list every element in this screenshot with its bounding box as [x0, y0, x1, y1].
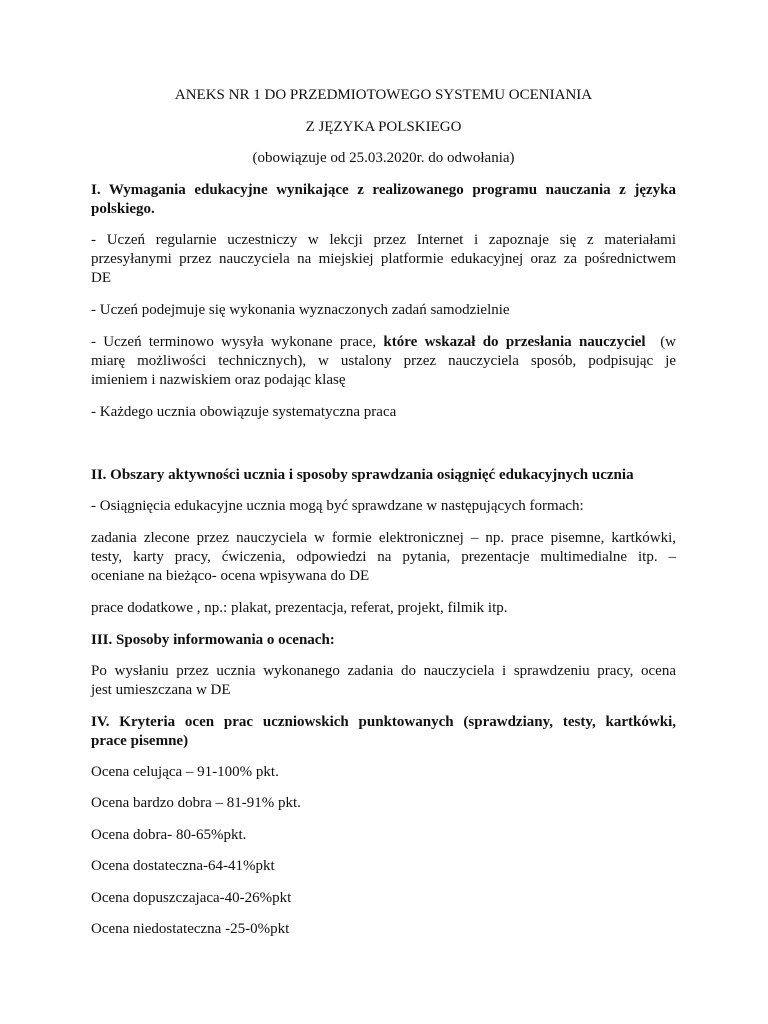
section-3-heading: III. Sposoby informowania o ocenach:	[91, 632, 335, 648]
paragraph-line: jest umieszczana w DE	[91, 682, 231, 698]
paragraph-bold-text: które wskazał do przesłania nauczyciel	[383, 334, 646, 350]
section-2-paragraph-1: - Osiągnięcia edukacyjne ucznia mogą być sprawdzane w następujących formach:	[91, 498, 584, 514]
grade-criterion: Ocena dopuszczajaca-40-26%pkt	[91, 890, 292, 906]
paragraph-line: przesyłanymi przez nauczyciela na miejskiej platformie edukacyjnej oraz za pośrednictwem	[91, 251, 676, 267]
grade-criterion: Ocena celująca – 91-100% pkt.	[91, 764, 279, 780]
document-title-line-2: Z JĘZYKA POLSKIEGO	[305, 119, 462, 135]
section-1-paragraph-2: - Uczeń podejmuje się wykonania wyznaczonych zadań samodzielnie	[91, 302, 510, 318]
section-1-paragraph-3	[91, 333, 676, 390]
section-2-paragraph-2	[91, 529, 676, 586]
section-4-heading-line-2: prace pisemne)	[91, 733, 189, 749]
paragraph-line: Po wysłaniu przez ucznia wykonanego zadania do nauczyciela i sprawdzeniu pracy, ocena	[91, 663, 676, 679]
section-2-paragraph-3: prace dodatkowe , np.: plakat, prezentacja, referat, projekt, filmik itp.	[91, 600, 508, 616]
section-1-heading	[91, 181, 676, 219]
section-2-heading: II. Obszary aktywności ucznia i sposoby sprawdzania osiągnięć edukacyjnych ucznia	[91, 467, 634, 483]
paragraph-line: imieniem i nazwiskiem oraz podając klasę	[91, 372, 346, 388]
grade-criterion: Ocena dobra- 80-65%pkt.	[91, 827, 247, 843]
section-1-paragraph-1	[91, 231, 676, 288]
grade-criterion: Ocena dostateczna-64-41%pkt	[91, 858, 275, 874]
paragraph-line: zadania zlecone przez nauczyciela w formie elektronicznej – np. prace pisemne, kartkówki,	[91, 530, 676, 546]
paragraph-line: oceniane na bieżąco- ocena wpisywana do DE	[91, 568, 370, 584]
paragraph-line	[91, 333, 676, 352]
section-4-heading-line-1: IV. Kryteria ocen prac uczniowskich punktowanych (sprawdziany, testy, kartkówki,	[91, 714, 676, 730]
section-1-heading-line-1: I. Wymagania edukacyjne wynikające z realizowanego programu nauczania z języka	[91, 182, 676, 198]
paragraph-line: - Uczeń regularnie uczestniczy w lekcji przez Internet i zapoznaje się z materiałami	[91, 232, 676, 248]
grade-criterion: Ocena bardzo dobra – 81-91% pkt.	[91, 795, 301, 811]
paragraph-text: (w	[660, 334, 677, 350]
section-4-heading	[91, 713, 676, 751]
section-1-paragraph-4: - Każdego ucznia obowiązuje systematyczna praca	[91, 404, 397, 420]
section-1-heading-line-2: polskiego.	[91, 201, 155, 217]
section-3-paragraph-1	[91, 662, 676, 700]
grade-criterion: Ocena niedostateczna -25-0%pkt	[91, 921, 290, 937]
paragraph-line: testy, karty pracy, ćwiczenia, odpowiedzi na pytania, prezentacje multimedialne itp. –	[91, 549, 676, 565]
document-title-line-1: ANEKS NR 1 DO PRZEDMIOTOWEGO SYSTEMU OCENIANIA	[174, 87, 593, 103]
paragraph-line: DE	[91, 270, 111, 286]
paragraph-line: miarę możliwości technicznych), w ustalony przez nauczyciela sposób, podpisując je	[91, 353, 676, 369]
document-validity-note: (obowiązuje od 25.03.2020r. do odwołania)	[252, 150, 515, 166]
paragraph-text: - Uczeń terminowo wysyła wykonane prace,	[91, 334, 377, 350]
